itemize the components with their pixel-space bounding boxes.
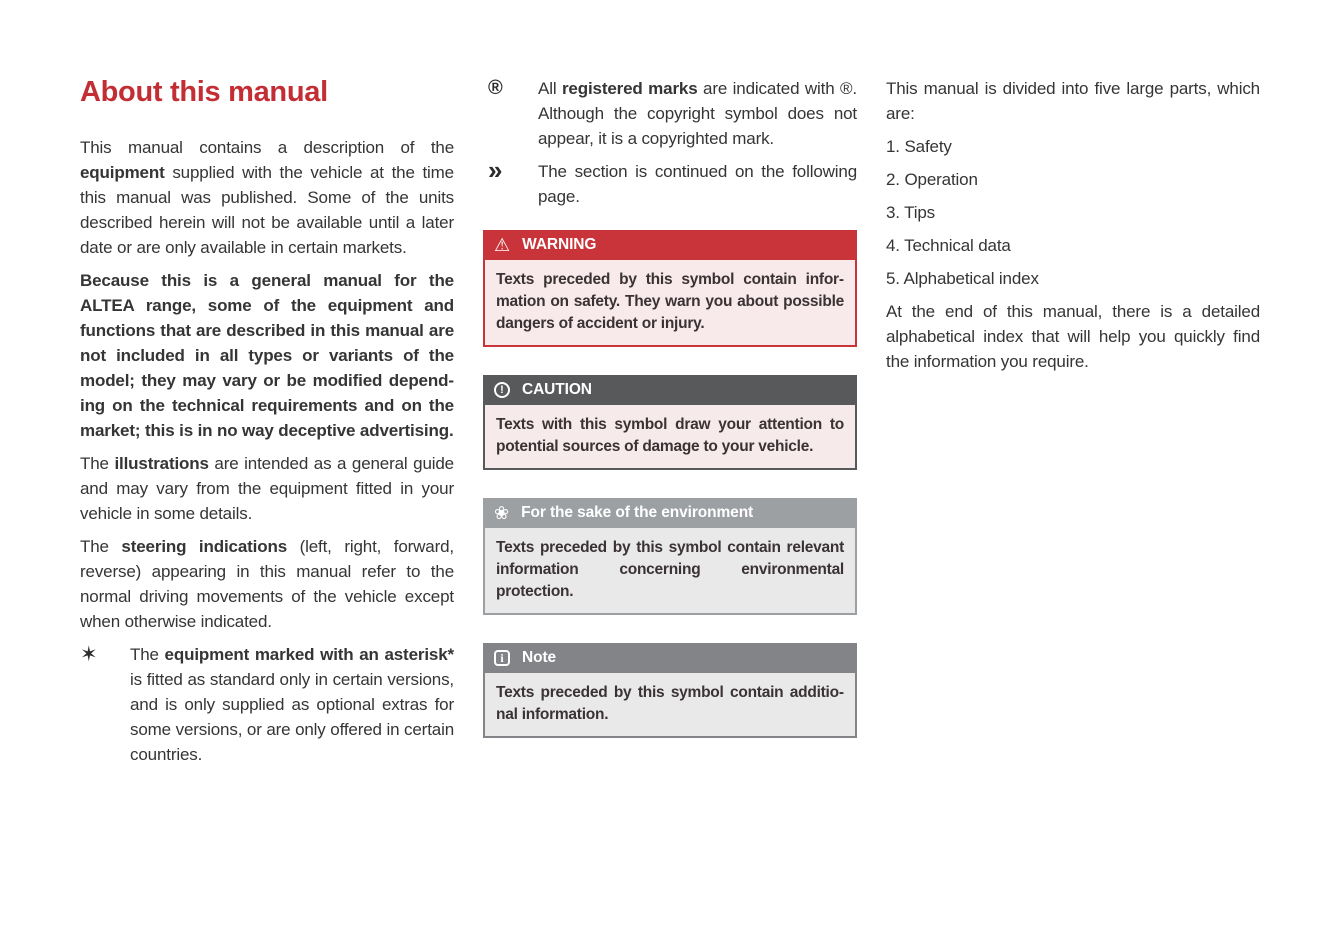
- warning-box-text: Texts preceded by this symbol contain information on safety. They warn you about possible dangers of accident or injury.: [483, 260, 857, 347]
- part-item-safety: 1. Safety: [886, 137, 952, 156]
- paragraph-illustrations: The illustrations are intended as a general guide and may vary from the equipment fitted in your vehicle in some details.: [80, 454, 454, 523]
- asterisk-star-icon: ✶: [80, 643, 98, 666]
- part-item-technical-data: 4. Technical data: [886, 236, 1011, 255]
- asterisk-note-text: The equipment marked with an asterisk* is fitted as standard only in certain versions, and is only supplied as optional extras for some versions, or are only offered in certain countries.: [130, 645, 454, 764]
- paragraph-steering-indications: The steering indications (left, right, forward, reverse) appearing in this manual refer to the normal driving movements of the vehicle except when otherwise indicated.: [80, 537, 454, 631]
- environment-box-header: [483, 498, 857, 528]
- part-item-alphabetical-index: 5. Alphabetical index: [886, 269, 1039, 288]
- registered-mark-text: All registered marks are indicated with ®. Although the copyright symbol does not appear, it is a copyrighted mark.: [538, 79, 857, 148]
- warning-box-header: [483, 230, 857, 260]
- part-item-operation: 2. Operation: [886, 170, 978, 189]
- caution-box-text: Texts with this symbol draw your attention to potential sources of damage to your vehicle.: [483, 405, 857, 470]
- caution-box: [483, 375, 857, 470]
- asterisk-note-item: [80, 642, 454, 767]
- page-title: About this manual: [80, 76, 328, 108]
- left-column: [80, 76, 454, 775]
- double-chevron-icon: »: [488, 155, 501, 185]
- note-box: [483, 643, 857, 738]
- continuation-text: The section is continued on the following page.: [538, 162, 857, 206]
- warning-box: [483, 230, 857, 347]
- right-column: [886, 76, 1260, 775]
- registered-mark-item: [488, 76, 857, 151]
- parts-outro: At the end of this manual, there is a detailed alphabetical index that will help you quickly find the information you require.: [886, 302, 1260, 371]
- part-item-tips: 3. Tips: [886, 203, 936, 222]
- environment-box-text: Texts preceded by this symbol contain relevant information concerning environmental protection.: [483, 528, 857, 615]
- paragraph-general-manual: Because this is a general manual for the ALTEA range, some of the equipment and functions that are described in this manual are not included in all types or variants of the model; they may vary or be modified depending on the technical requirements and on the market; this is in no way deceptive advertising.: [80, 271, 454, 440]
- info-square-icon: i: [494, 650, 510, 666]
- warning-box-label: WARNING: [522, 236, 597, 253]
- caution-box-header: [483, 375, 857, 405]
- middle-column: [483, 76, 857, 775]
- exclamation-circle-icon: !: [494, 382, 510, 398]
- symbol-legend: [483, 76, 857, 209]
- continuation-item: [488, 155, 857, 209]
- paragraph-equipment: This manual contains a description of the equipment supplied with the vehicle at the time this manual was published. Some of the units described herein will not be available until a later date or are only available in certain markets.: [80, 138, 454, 257]
- flower-icon: ❀: [494, 503, 510, 523]
- note-box-text: Texts preceded by this symbol contain additional information.: [483, 673, 857, 738]
- caution-box-label: CAUTION: [522, 381, 592, 398]
- warning-triangle-icon: ⚠: [494, 235, 511, 255]
- parts-intro: This manual is divided into five large parts, which are:: [886, 79, 1260, 123]
- environment-box: [483, 498, 857, 615]
- note-box-label: Note: [522, 649, 557, 666]
- registered-mark-icon: ®: [488, 77, 503, 99]
- note-box-header: [483, 643, 857, 673]
- environment-box-label: For the sake of the environment: [521, 504, 754, 521]
